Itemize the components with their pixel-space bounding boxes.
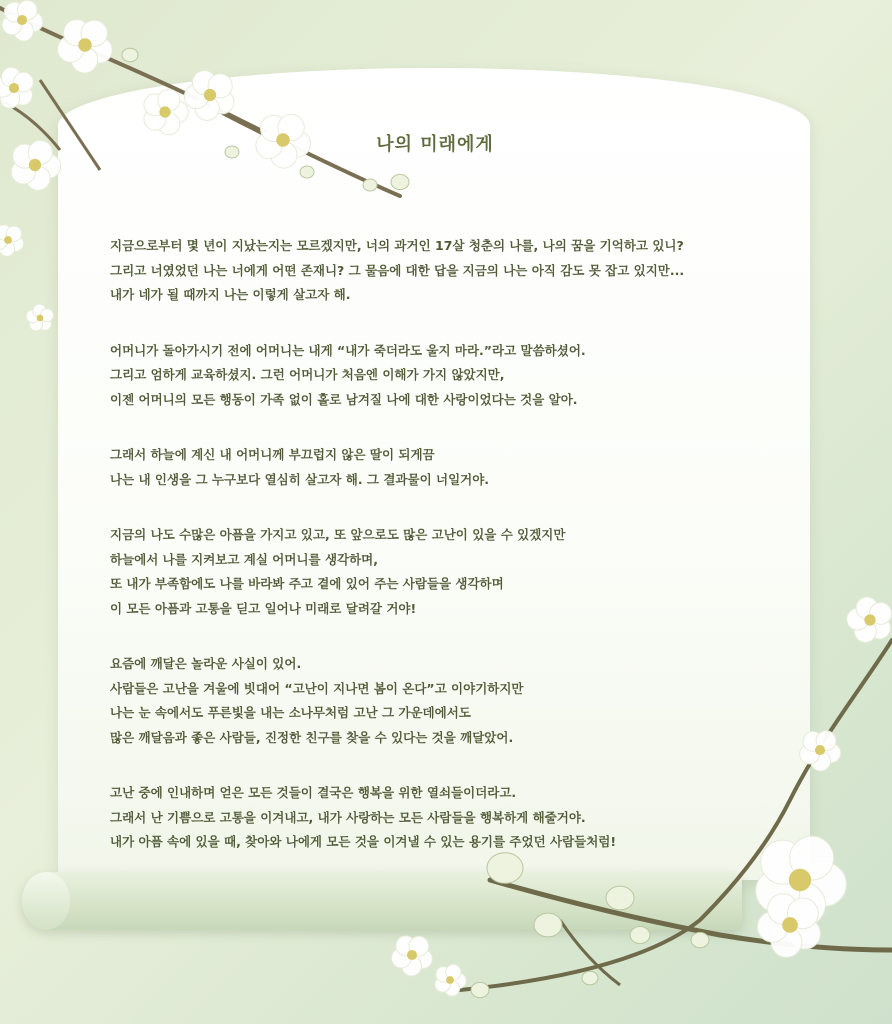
letter-line: 사람들은 고난을 겨울에 빗대어 “고난이 지나면 봄이 온다”고 이야기하지만 <box>110 680 524 696</box>
plum-bud-icon <box>471 982 489 997</box>
plum-blossom-icon <box>26 304 53 331</box>
letter-line: 또 내가 부족함에도 나를 바라봐 주고 곁에 있어 주는 사람들을 생각하며 <box>110 576 504 591</box>
letter-line: 어머니가 돌아가시기 전에 어머니는 내게 “내가 죽더라도 울지 마라.”라고 말씀하셨어. <box>110 342 586 358</box>
letter-line: 그리고 너였었던 나는 너에게 어떤 존재니? 그 물음에 대한 답을 지금의 나는 아직 감도 못 잡고 있지만... <box>110 262 685 278</box>
plum-blossom-icon <box>847 597 892 643</box>
letter-line: 내가 아픔 속에 있을 때, 찾아와 나에게 모든 것을 이겨낼 수 있는 용기를 주었던 사람들처럼! <box>110 834 617 849</box>
letter-line: 그래서 하늘에 계신 내 어머니께 부끄럽지 않은 딸이 되게끔 <box>110 447 435 462</box>
letter-line: 하늘에서 나를 지켜보고 계실 어머니를 생각하며, <box>110 551 379 567</box>
letter-paragraphs <box>110 234 790 855</box>
letter-line: 이젠 어머니의 모든 행동이 가족 없이 홀로 남겨질 나에 대한 사랑이었다는 것을 알아. <box>110 391 578 407</box>
letter-title: 나의 미래에게 <box>376 134 494 155</box>
letter-line: 나는 내 인생을 그 누구보다 열심히 살고자 해. 그 결과물이 너일거야. <box>110 471 490 487</box>
letter-line: 나는 눈 속에서도 푸른빛을 내는 소나무처럼 고난 그 가운데에서도 <box>110 705 471 720</box>
letter-line: 고난 중에 인내하며 얻은 모든 것들이 결국은 행복을 위한 열쇠들이더라고. <box>110 785 517 800</box>
letter-line: 많은 깨달음과 좋은 사람들, 진정한 친구를 찾을 수 있다는 것을 깨달았어. <box>110 729 514 745</box>
letter-line: 지금의 나도 수많은 아픔을 가지고 있고, 또 앞으로도 많은 고난이 있을 수 있겠지만 <box>110 527 566 542</box>
plum-blossom-icon <box>2 0 43 41</box>
plum-bud-icon <box>691 932 709 947</box>
plum-blossom-icon <box>435 964 466 996</box>
letter-paragraph <box>110 234 790 308</box>
plum-blossom-icon <box>391 936 432 976</box>
letter-paragraph <box>110 339 790 413</box>
letter-paragraph <box>110 652 790 750</box>
plum-blossom-icon <box>57 19 112 73</box>
letter-paragraph <box>110 523 790 621</box>
letter-line: 그래서 난 기쁨으로 고통을 이겨내고, 내가 사랑하는 모든 사람들을 행복하게 해줄거야. <box>110 809 586 825</box>
plum-blossom-icon <box>0 67 33 108</box>
plum-blossom-icon <box>757 894 820 958</box>
letter-paragraph <box>110 781 790 855</box>
letter-line: 지금으로부터 몇 년이 지났는지는 모르겠지만, 너의 과거인 17살 청춘의 나를, 나의 꿈을 기억하고 있니? <box>110 238 684 253</box>
plum-blossom-icon <box>11 140 60 190</box>
letter-body <box>110 130 790 886</box>
plum-blossom-icon <box>0 225 24 257</box>
letter-paragraph <box>110 443 790 492</box>
letter-line: 이 모든 아픔과 고통을 딛고 일어나 미래로 달려갈 거야! <box>110 600 417 616</box>
letter-line: 요즘에 깨달은 놀라운 사실이 있어. <box>110 656 302 671</box>
plum-bud-icon <box>582 971 598 985</box>
letter-line: 그리고 엄하게 교육하셨지. 그런 어머니가 처음엔 이해가 가지 않았지만, <box>110 367 505 382</box>
letter-line: 내가 네가 될 때까지 나는 이렇게 살고자 해. <box>110 287 351 302</box>
plum-bud-icon <box>122 48 138 62</box>
